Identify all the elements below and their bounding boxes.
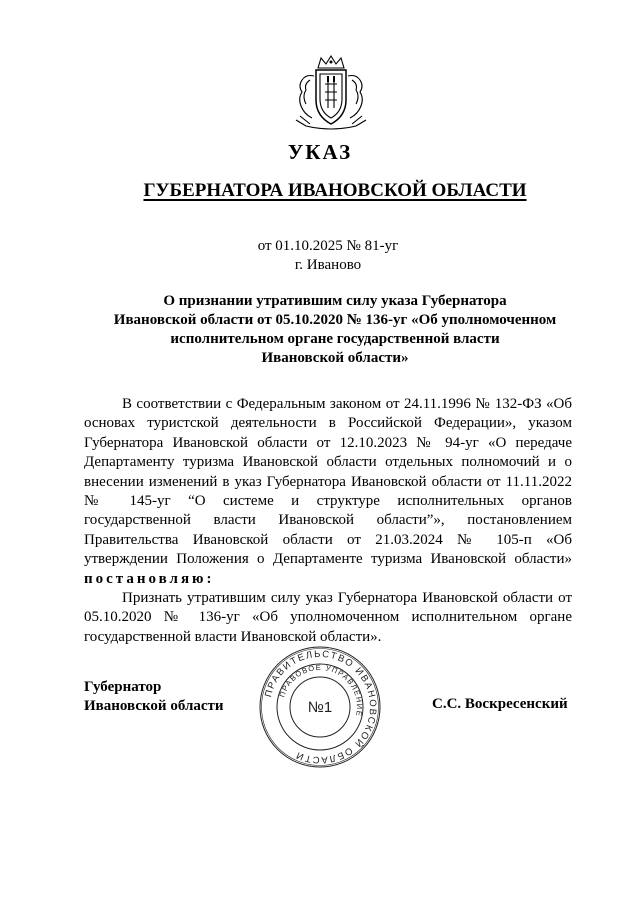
decree-body (84, 395, 572, 647)
subject-line: исполнительном органе государственной власти (170, 331, 500, 347)
operative-paragraph: Признать утратившим силу указ Губернатора Ивановской области от 05.10.2020 № 136-уг «Об уполномоченном исполнительном органе государственной власти Ивановской области». (84, 590, 572, 645)
signatory-position (84, 678, 224, 716)
subject-line: О признании утратившим силу указа Губернатора (163, 293, 507, 309)
decree-date-number: от 01.10.2025 № 81-уг (257, 238, 399, 254)
position-line: Ивановской области (84, 698, 224, 714)
decree-word: постановляю (84, 570, 207, 587)
preamble-paragraph: В соответствии с Федеральным законом от 24.11.1996 № 132-ФЗ «Об основах туристской деятельности в Российской Федерации», указом Губернатора Ивановской области от 12.10.2023 № 94-уг «О передаче Департаменту туризма Ивановской области отдельных полномочий и о внесении изменений в указ Губернатора Ивановской области от 11.11.2022 № 145-уг “О системе и структуре исполнительных органов государственной власти Ивановской области”», постановлением Правительства Ивановской области от 21.03.2024 № 105-п «Об утверждении Положения о Департаменте туризма Ивановской области» постановляю: (84, 396, 572, 587)
preamble-text: В соответствии с Федеральным законом от 24.11.1996 № 132-ФЗ «Об основах туристской деятельности в Российской Федерации», указом Губернатора Ивановской области от 12.10.2023 № 94-уг «О передаче Департаменту туризма Ивановской области отдельных полномочий и о внесении изменений в указ Губернатора Ивановской области от 11.11.2022 № 145-уг “О системе и структуре исполнительных органов государственной власти Ивановской области”», постановлением Правительства Ивановской области от 21.03.2024 № 105-п «Об утверждении Положения о Департаменте туризма Ивановской области» (84, 396, 572, 568)
coat-of-arms-icon (288, 54, 374, 130)
subject-line: Ивановской области от 05.10.2020 № 136-уг «Об уполномоченном (113, 312, 557, 328)
seal-inner-text: ПРАВОВОЕ УПРАВЛЕНИЕ (277, 662, 365, 718)
seal-number: №1 (307, 699, 333, 716)
document-title: УКАЗ (287, 140, 353, 164)
seal-outer-text: ПРАВИТЕЛЬСТВО ИВАНОВСКОЙ ОБЛАСТИ (262, 648, 379, 766)
document-issuer: ГУБЕРНАТОРА ИВАНОВСКОЙ ОБЛАСТИ (143, 180, 527, 201)
signatory-name: С.С. Воскресенский (432, 696, 568, 712)
decree-city: г. Иваново (294, 257, 362, 273)
subject-line: Ивановской области» (261, 350, 409, 366)
position-line: Губернатор (84, 679, 162, 695)
official-seal (257, 644, 383, 770)
decree-subject (90, 292, 580, 368)
